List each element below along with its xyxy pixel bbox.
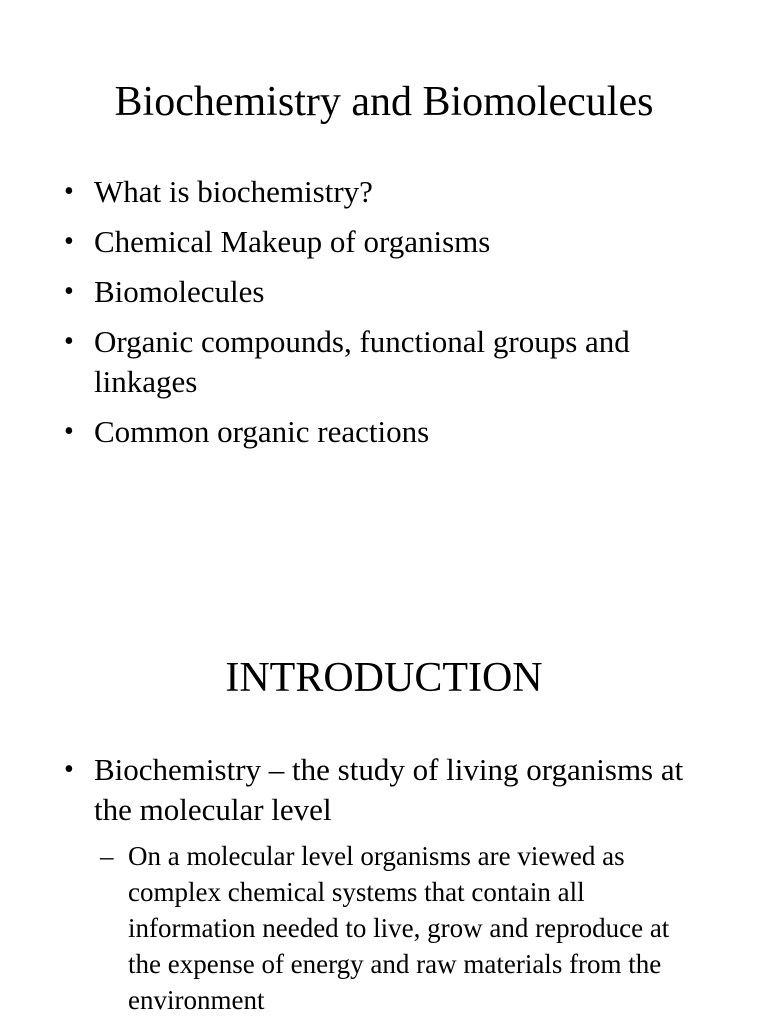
bullet-item xyxy=(0,412,768,452)
slide-2-bullet-list xyxy=(0,750,768,1018)
bullet-item xyxy=(0,322,768,402)
bullet-marker: • xyxy=(64,226,74,257)
slide-2 xyxy=(0,512,768,1024)
bullet-item xyxy=(0,172,768,212)
bullet-text: Chemical Makeup of organisms xyxy=(94,224,491,259)
bullet-marker: • xyxy=(64,754,74,785)
sub-bullet-marker: – xyxy=(100,841,114,871)
bullet-text: Organic compounds, functional groups and linkages xyxy=(94,324,630,399)
bullet-marker: • xyxy=(64,276,74,307)
bullet-item xyxy=(0,750,768,830)
bullet-item xyxy=(0,222,768,262)
sub-bullet-text: On a molecular level organisms are viewed as complex chemical systems that contain all information needed to live, grow and reproduce at the expense of energy and raw materials from the environment xyxy=(128,841,670,1015)
bullet-marker: • xyxy=(64,176,74,207)
slide-1-title: Biochemistry and Biomolecules xyxy=(114,79,654,125)
bullet-text: Common organic reactions xyxy=(94,414,430,449)
sub-bullet-item xyxy=(0,838,768,1018)
bullet-text: What is biochemistry? xyxy=(94,174,373,209)
bullet-item xyxy=(0,272,768,312)
bullet-text: Biochemistry – the study of living organisms at the molecular level xyxy=(94,752,684,827)
slide-1-bullet-list xyxy=(0,172,768,462)
bullet-marker: • xyxy=(64,416,74,447)
bullet-marker: • xyxy=(64,326,74,357)
bullet-text: Biomolecules xyxy=(94,274,265,309)
slide-2-title: INTRODUCTION xyxy=(225,655,543,701)
